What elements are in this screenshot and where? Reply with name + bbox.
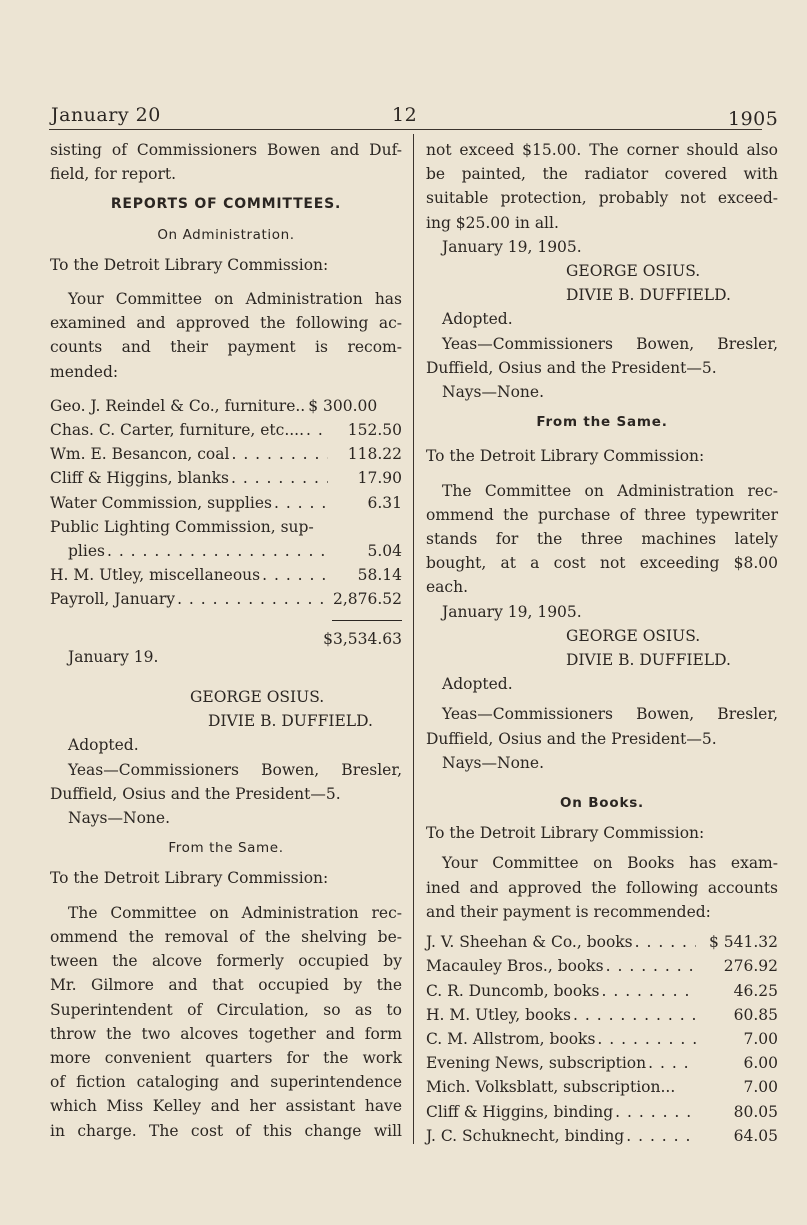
yeas-line: Yeas—Commissioners Bowen, Bresler, — [442, 334, 778, 353]
account-name: Mich. Volksblatt, subscription... — [426, 1078, 676, 1097]
book-accounts-list — [426, 930, 778, 1148]
paragraph-line: tween the alcove formerly occupied by — [50, 952, 402, 971]
signature: DIVIE B. DUFFIELD. — [208, 712, 373, 731]
signature: DIVIE B. DUFFIELD. — [566, 286, 731, 305]
signature: DIVIE B. DUFFIELD. — [566, 651, 731, 670]
account-amount: $ 300.00 — [308, 396, 378, 415]
header-year: 1905 — [728, 108, 779, 130]
paragraph-line: Your Committee on Books has exam- — [442, 854, 778, 873]
account-row — [426, 1027, 778, 1051]
paragraph-line: Your Committee on Administration has — [68, 290, 402, 309]
paragraph-line: The Committee on Administration rec- — [442, 481, 778, 500]
account-amount: 6.31 — [367, 493, 402, 512]
paragraph-line: sisting of Commissioners Bowen and Duf- — [50, 141, 402, 159]
subsection-title: On Administration. — [157, 226, 295, 243]
paragraph-line: of fiction cataloging and superintendence — [50, 1073, 402, 1092]
signature: GEORGE OSIUS. — [190, 688, 325, 707]
account-name: Geo. J. Reindel & Co., furniture.. — [50, 396, 306, 415]
account-name: Public Lighting Commission, sup- — [50, 517, 314, 536]
yeas-line: Yeas—Commissioners Bowen, Bresler, — [68, 760, 402, 779]
account-amount: 58.14 — [357, 566, 402, 585]
paragraph-line: examined and approved the following ac- — [50, 314, 402, 333]
account-amount: 7.00 — [743, 1029, 778, 1048]
signature: GEORGE OSIUS. — [566, 626, 701, 645]
left-column — [50, 138, 402, 1143]
account-amount: 6.00 — [743, 1054, 778, 1073]
account-amount: 80.05 — [733, 1102, 778, 1121]
yeas-line: Yeas—Commissioners Bowen, Bresler, — [442, 705, 778, 724]
paragraph-line: Superintendent of Circulation, so as to — [50, 1000, 402, 1019]
salutation: To the Detroit Library Commission: — [50, 255, 329, 274]
nays-line: Nays—None. — [442, 753, 544, 772]
salutation: To the Detroit Library Commission: — [426, 447, 705, 466]
paragraph-line: ommend the purchase of three typewriter — [426, 505, 778, 524]
account-amount: 276.92 — [723, 957, 778, 976]
paragraph-line: be painted, the radiator covered with — [426, 165, 778, 184]
account-amount: 2,876.52 — [332, 590, 402, 609]
yeas-line: Duffield, Osius and the President—5. — [426, 358, 717, 377]
account-row — [50, 466, 402, 490]
adopted-note: Adopted. — [442, 310, 513, 329]
paragraph-line: field, for report. — [50, 165, 177, 184]
right-column — [426, 138, 778, 1148]
account-row — [426, 930, 778, 954]
account-amount: 118.22 — [347, 445, 402, 464]
account-name: J. V. Sheehan & Co., books — [426, 933, 633, 952]
yeas-line: Duffield, Osius and the President—5. — [426, 729, 717, 748]
report-date: January 19, 1905. — [442, 602, 582, 621]
paragraph-line: The Committee on Administration rec- — [68, 903, 402, 922]
account-name: H. M. Utley, books — [426, 1005, 572, 1024]
account-amount: $ 541.32 — [708, 933, 778, 952]
account-amount: 46.25 — [733, 981, 778, 1000]
account-row — [426, 1075, 778, 1099]
account-row — [426, 979, 778, 1003]
account-row — [426, 1051, 778, 1075]
subsection-title: From the Same. — [168, 840, 284, 857]
paragraph-line: counts and their payment is recom- — [50, 338, 402, 357]
paragraph-line: bought, at a cost not exceeding $8.00 — [426, 554, 778, 573]
column-divider — [413, 134, 414, 1144]
paragraph-line: throw the two alcoves together and form — [50, 1024, 402, 1043]
salutation: To the Detroit Library Commission: — [426, 824, 705, 843]
paragraph-line: suitable protection, probably not exceed- — [426, 189, 778, 208]
paragraph-line: ommend the removal of the shelving be- — [50, 927, 402, 946]
section-title: REPORTS OF COMMITTEES. — [110, 196, 342, 213]
report-date: January 19, 1905. — [442, 237, 582, 256]
salutation: To the Detroit Library Commission: — [50, 869, 329, 888]
paragraph-line: ing $25.00 in all. — [426, 213, 559, 232]
account-amount: 64.05 — [733, 1126, 778, 1145]
adopted-note: Adopted. — [68, 736, 139, 755]
paragraph-line: and their payment is recommended: — [426, 902, 711, 921]
header-rule — [49, 129, 762, 130]
report-date: January 19. — [68, 647, 159, 666]
subsection-title: From the Same. — [536, 414, 668, 431]
account-name: Evening News, subscription — [426, 1054, 647, 1073]
paragraph-line: mended: — [50, 362, 119, 381]
account-row — [50, 394, 402, 418]
signature: GEORGE OSIUS. — [566, 262, 701, 281]
paragraph-line: each. — [426, 578, 469, 597]
account-name: C. M. Allstrom, books — [426, 1029, 596, 1048]
account-name: plies — [68, 542, 105, 561]
paragraph-line: Mr. Gilmore and that occupied by the — [50, 976, 402, 995]
account-name: Macauley Bros., books — [426, 957, 604, 976]
header-page-number: 12 — [392, 104, 418, 126]
accounts-list — [50, 394, 402, 612]
account-name: C. R. Duncomb, books — [426, 981, 600, 1000]
paragraph-line: stands for the three machines lately — [426, 530, 778, 549]
account-row — [50, 491, 402, 515]
nays-line: Nays—None. — [68, 809, 170, 828]
paragraph-line: not exceed $15.00. The corner should also — [426, 141, 778, 159]
account-amount: 60.85 — [733, 1005, 778, 1024]
accounts-total: $3,534.63 — [323, 629, 402, 648]
account-amount: 17.90 — [357, 469, 402, 488]
account-amount: 5.04 — [367, 542, 402, 561]
subsection-title: On Books. — [560, 795, 644, 812]
account-row — [426, 954, 778, 978]
header-date: January 20 — [51, 104, 161, 126]
paragraph-line: which Miss Kelley and her assistant have — [50, 1097, 402, 1116]
account-name: Cliff & Higgins, blanks — [50, 469, 229, 488]
account-row — [426, 1003, 778, 1027]
account-name: Chas. C. Carter, furniture, etc.... — [50, 421, 305, 440]
account-row — [50, 539, 402, 563]
account-row — [426, 1100, 778, 1124]
account-row — [50, 563, 402, 587]
account-row — [426, 1124, 778, 1148]
nays-line: Nays—None. — [442, 383, 544, 402]
account-name: Water Commission, supplies — [50, 493, 272, 512]
account-name: Payroll, January — [50, 590, 176, 609]
paragraph-line: in charge. The cost of this change will — [50, 1121, 402, 1140]
yeas-line: Duffield, Osius and the President—5. — [50, 784, 341, 803]
account-amount: 7.00 — [743, 1078, 778, 1097]
account-row — [50, 587, 402, 611]
account-amount: 152.50 — [347, 421, 402, 440]
adopted-note: Adopted. — [442, 675, 513, 694]
account-name: Wm. E. Besancon, coal — [50, 445, 230, 464]
account-name: Cliff & Higgins, binding — [426, 1102, 614, 1121]
account-row — [50, 515, 402, 539]
account-name: H. M. Utley, miscellaneous — [50, 566, 261, 585]
account-name: J. C. Schuknecht, binding — [426, 1126, 625, 1145]
account-row — [50, 418, 402, 442]
paragraph-line: ined and approved the following accounts — [426, 878, 778, 897]
account-row — [50, 442, 402, 466]
paragraph-line: more convenient quarters for the work — [50, 1048, 402, 1067]
